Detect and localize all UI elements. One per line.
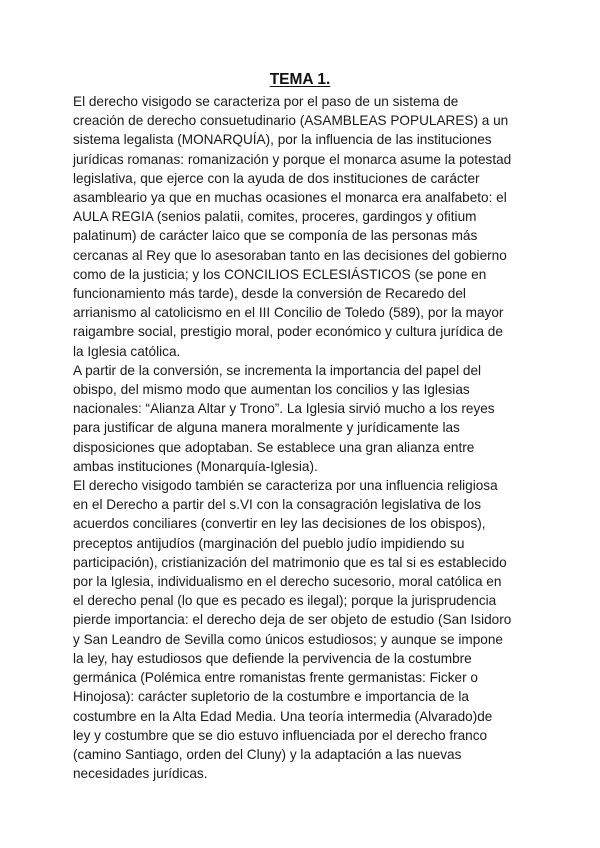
text-line: El derecho visigodo también se caracteriza por una influencia religiosa bbox=[73, 478, 498, 494]
text-line: en el Derecho a partir del s.VI con la consagración legislativa de los bbox=[73, 497, 482, 513]
text-line: El derecho visigodo se caracteriza por el paso de un sistema de bbox=[73, 94, 459, 109]
text-line: acuerdos conciliares (convertir en ley las decisiones de los obispos), bbox=[73, 516, 486, 532]
text-line: como de la justicia; y los CONCILIOS ECLESIÁSTICOS (se pone en bbox=[73, 266, 487, 282]
text-line: cercanas al Rey que lo asesoraban tanto en las decisiones del gobierno bbox=[73, 247, 507, 263]
text-line: preceptos antijudíos (marginación del pueblo judío impidiendo su bbox=[73, 535, 465, 551]
text-line: raigambre social, prestigio moral, poder económico y cultura jurídica de bbox=[73, 324, 503, 340]
text-line: pierde importancia: el derecho deja de ser objeto de estudio (San Isidoro bbox=[73, 612, 512, 628]
text-line: legislativa, que ejerce con la ayuda de dos instituciones de carácter bbox=[73, 170, 480, 186]
text-line: ambas instituciones (Monarquía-Iglesia). bbox=[73, 458, 318, 474]
text-line: arrianismo al catolicismo en el III Concilio de Toledo (589), por la mayor bbox=[73, 305, 504, 321]
body-text bbox=[73, 92, 533, 783]
text-line: la ley, hay estudiosos que defiende la pervivencia de la costumbre bbox=[73, 650, 472, 666]
text-line: ley y costumbre que se dio estuvo influenciada por el derecho franco bbox=[73, 727, 488, 743]
text-line: para justificar de alguna manera moralmente y jurídicamente las bbox=[73, 420, 460, 436]
text-line: Hinojosa): carácter supletorio de la costumbre e importancia de la bbox=[73, 689, 469, 705]
text-line: obispo, del mismo modo que aumentan los concilios y las Iglesias bbox=[73, 382, 470, 398]
text-line: costumbre en la Alta Edad Media. Una teoría intermedia (Alvarado)de bbox=[73, 708, 493, 724]
text-line: y San Leandro de Sevilla como únicos estudiosos; y aunque se impone bbox=[73, 631, 503, 647]
text-line: creación de derecho consuetudinario (ASAMBLEAS POPULARES) a un bbox=[73, 113, 509, 129]
text-line: jurídicas romanas: romanización y porque el monarca asume la potestad bbox=[73, 151, 512, 167]
text-line: funcionamiento más tarde), desde la conversión de Recaredo del bbox=[73, 286, 466, 302]
text-line: necesidades jurídicas. bbox=[73, 766, 208, 782]
text-line: la Iglesia católica. bbox=[73, 343, 181, 359]
text-line: germánica (Polémica entre romanistas frente germanistas: Ficker o bbox=[73, 670, 478, 686]
text-line: participación), cristianización del matrimonio que es tal si es establecido bbox=[73, 554, 507, 570]
text-line: palatinum) de carácter laico que se componía de las personas más bbox=[73, 228, 478, 244]
text-line: nacionales: “Alianza Altar y Trono”. La Iglesia sirvió mucho a los reyes bbox=[73, 401, 495, 417]
text-line: el derecho penal (lo que es pecado es ilegal); porque la jurisprudencia bbox=[73, 593, 497, 609]
text-line: sistema legalista (MONARQUÍA), por la influencia de las instituciones bbox=[73, 132, 492, 148]
text-line: disposiciones que adoptaban. Se establece una gran alianza entre bbox=[73, 439, 475, 455]
text-line: por la Iglesia, individualismo en el derecho sucesorio, moral católica en bbox=[73, 574, 502, 590]
text-line: AULA REGIA (senios palatii, comites, proceres, gardingos y ofitium bbox=[73, 209, 477, 225]
page-title: TEMA 1. bbox=[269, 71, 331, 88]
text-line: (camino Santiago, orden del Cluny) y la adaptación a las nuevas bbox=[73, 746, 462, 762]
text-line: asambleario ya que en muchas ocasiones el monarca era analfabeto: el bbox=[73, 190, 507, 206]
text-line: A partir de la conversión, se incrementa la importancia del papel del bbox=[73, 362, 482, 378]
